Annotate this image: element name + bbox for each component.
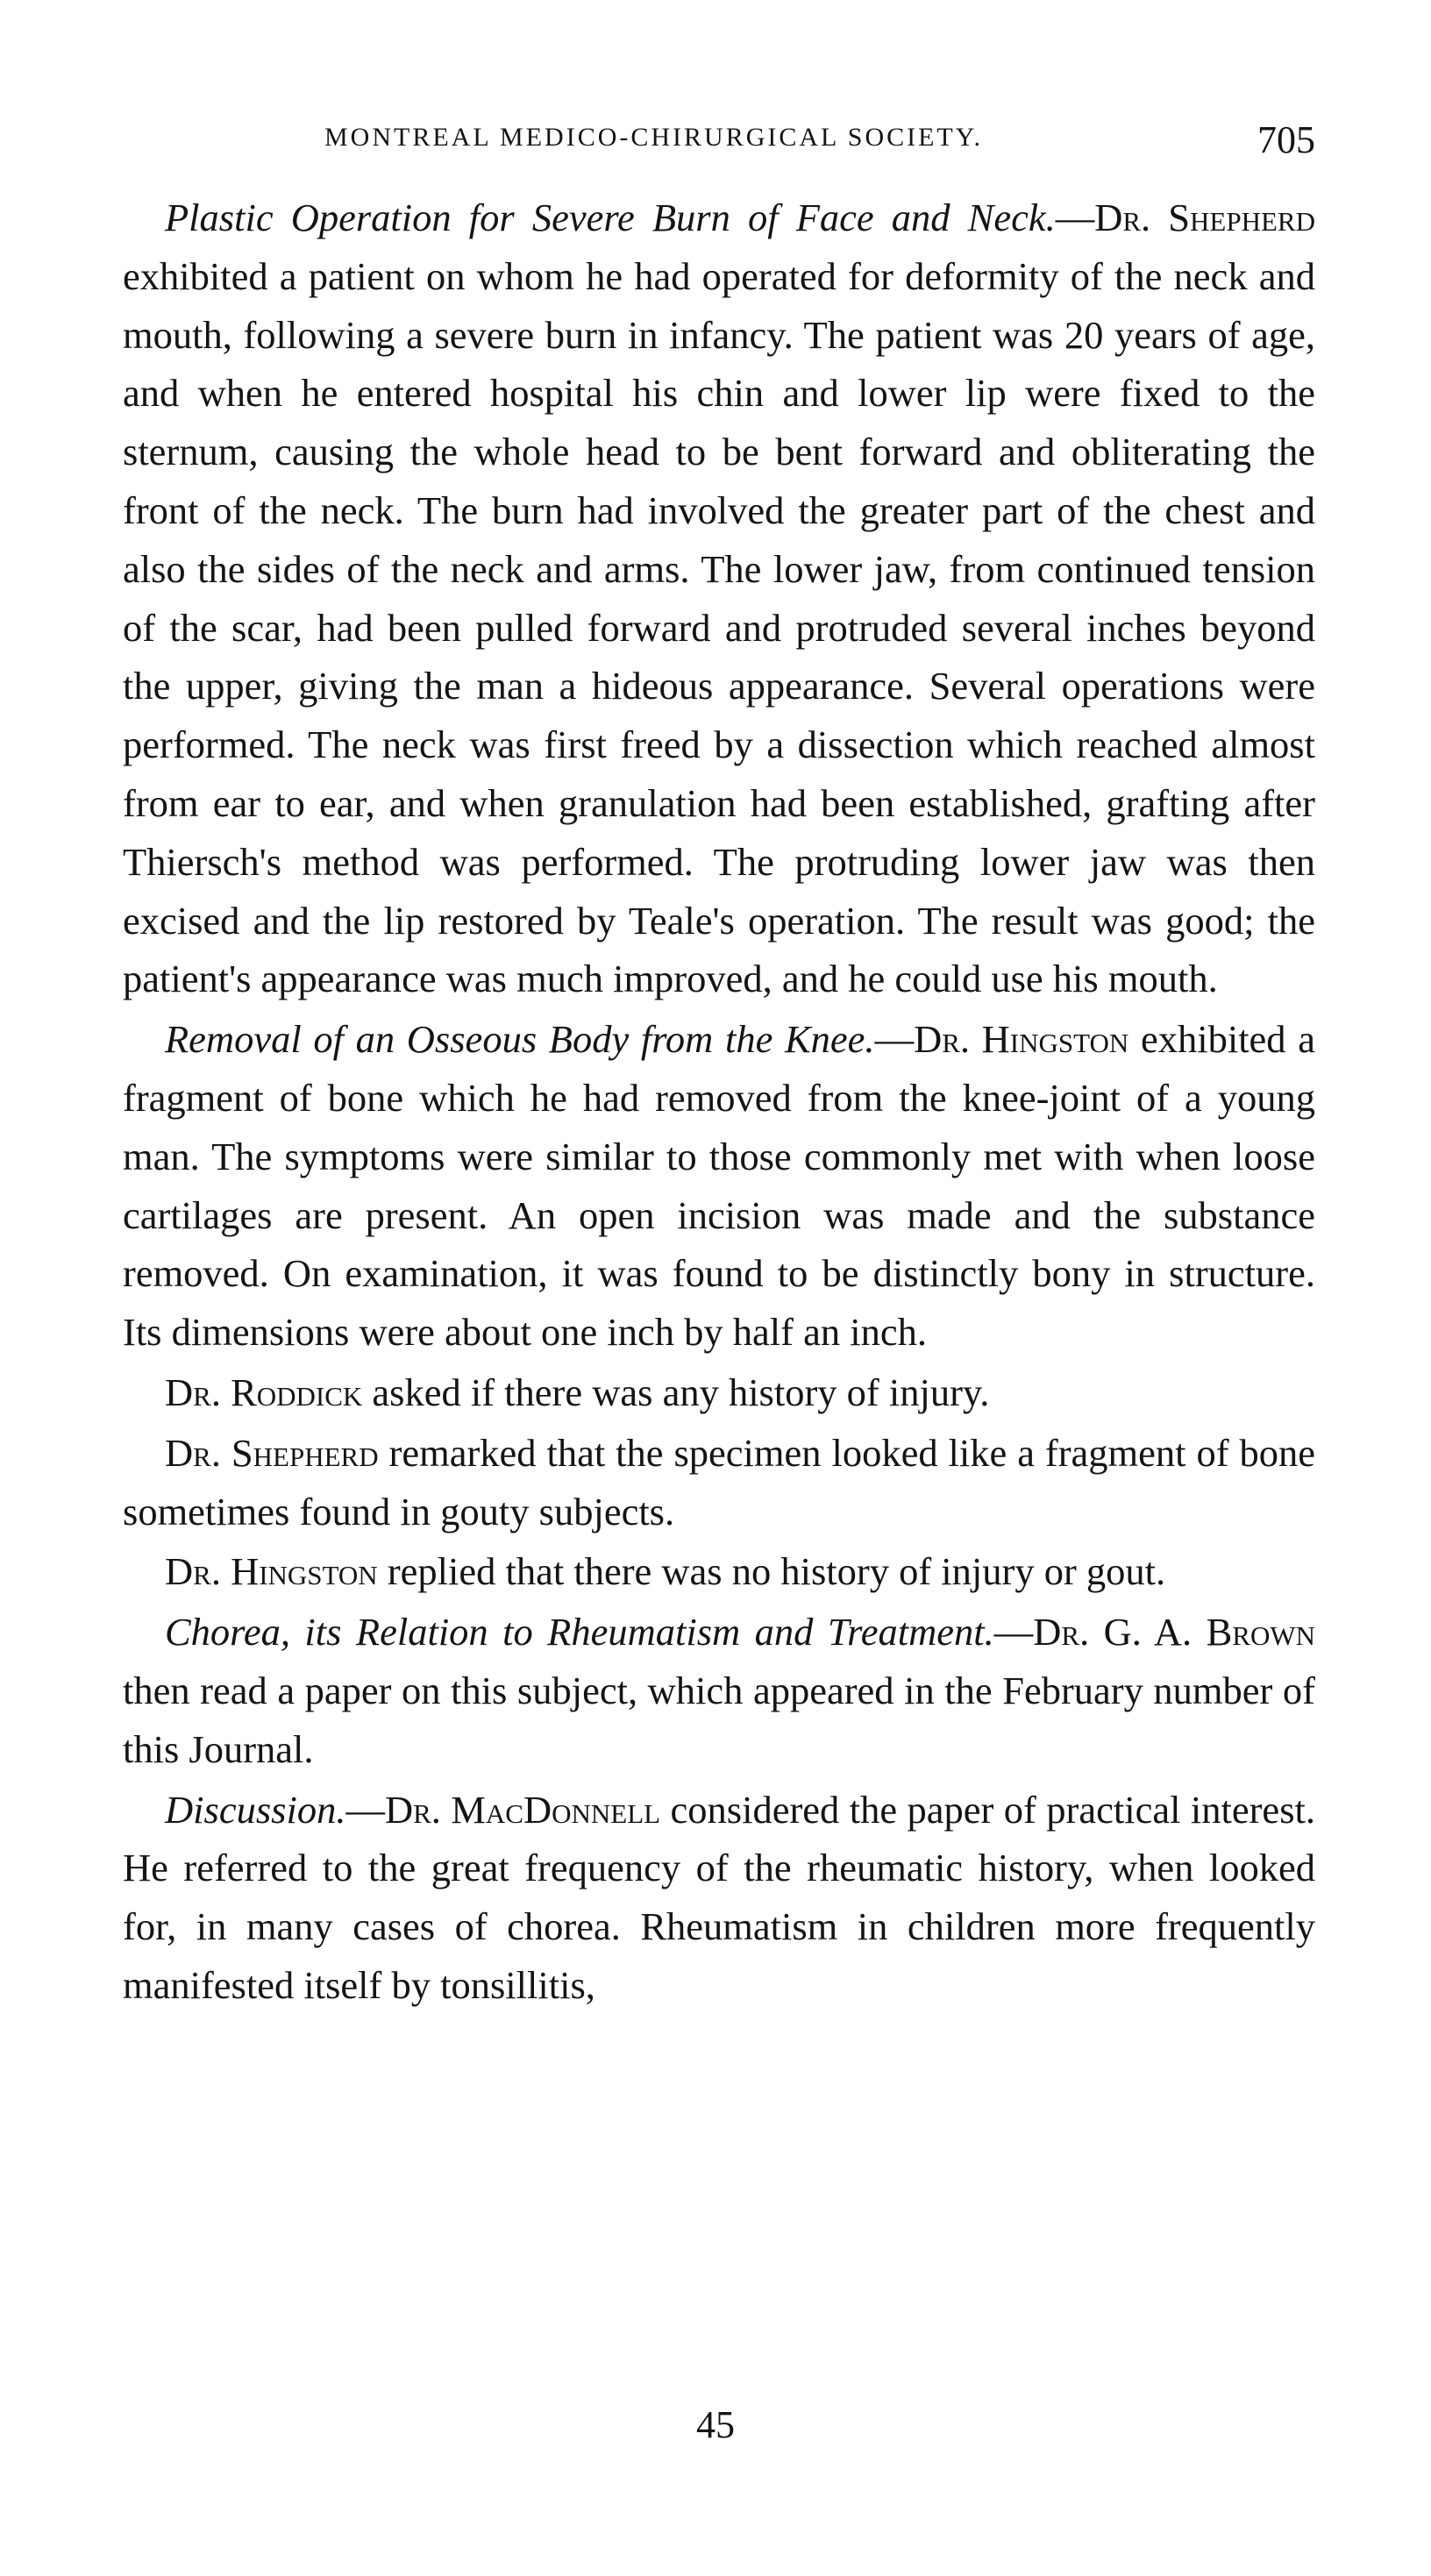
section-title: Plastic Operation for Severe Burn of Face and Neck. — [165, 196, 1056, 239]
paragraph-chorea — [123, 1603, 1315, 1778]
paragraph-discussion — [123, 1781, 1315, 2015]
title-dash: — — [993, 1610, 1034, 1654]
section-title: Removal of an Osseous Body from the Knee. — [165, 1017, 875, 1062]
section-title: Chorea, its Relation to Rheumatism and Treatment. — [165, 1610, 994, 1654]
paragraph-shepherd-remark — [123, 1424, 1315, 1541]
section-title: Discussion. — [165, 1787, 346, 1832]
paragraph-plastic-operation — [123, 189, 1315, 1008]
paragraph-osseous-body — [123, 1010, 1315, 1362]
paragraph-text: then read a paper on this subject, which appeared in the February number of this Journal. — [123, 1668, 1315, 1771]
title-dash: — — [345, 1787, 385, 1832]
page-header — [123, 118, 1315, 167]
paragraph-text: exhibited a fragment of bone which he had removed from the knee-joint of a young man. The symptoms were similar to those commonly met with when loose cartilages are present. An open incision was made and the substance removed. On examination, it was found to be distinctly bony in structure. Its dimensions were about one inch by half an inch. — [123, 1017, 1315, 1355]
title-dash: — — [1055, 196, 1095, 239]
paragraph-text: exhibited a patient on whom he had operated for deformity of the neck and mouth, following a severe burn in infancy. The patient was 20 years of age, and when he entered hospital his chin and lower lip were fixed to the sternum, causing the whole head to be bent forward and obliterating the front of the neck. The burn had involved the greater part of the chest and also the sides of the neck and arms. The lower jaw, from continued tension of the scar, had been pulled forward and protruded several inches beyond the upper, giving the man a hideous appearance. Several operations were performed. The neck was first freed by a dissection which reached almost from ear to ear, and when granulation had been established, grafting after Thiersch's method was performed. The protruding lower jaw was then excised and the lip restored by Teale's operation. The result was good; the patient's appearance was much improved, and he could use his mouth. — [123, 253, 1315, 1001]
paragraph-text: asked if there was any history of injury. — [362, 1370, 990, 1414]
speaker-name: Dr. Hingston — [914, 1017, 1129, 1062]
speaker-name: Dr. Shepherd — [1094, 196, 1315, 239]
title-dash: — — [874, 1017, 915, 1062]
speaker-name: Dr. G. A. Brown — [1033, 1610, 1315, 1654]
paragraph-text: replied that there was no history of injury or gout. — [377, 1549, 1166, 1594]
speaker-name: Dr. Hingston — [165, 1549, 378, 1594]
paragraph-text: remarked that the specimen looked like a fragment of bone sometimes found in gouty subjects. — [123, 1430, 1315, 1534]
paragraph-text: considered the paper of practical interest. He referred to the great frequency of the rheumatic history, when looked for, in many cases of chorea. Rheumatism in children more frequently manifested itself by tonsillitis, — [123, 1787, 1315, 2007]
speaker-name: Dr. Roddick — [165, 1370, 363, 1414]
running-head: MONTREAL MEDICO-CHIRURGICAL SOCIETY. — [324, 123, 984, 152]
page-number: 705 — [1257, 118, 1315, 161]
page-body — [123, 189, 1315, 2015]
signature-mark: 45 — [696, 2403, 735, 2446]
speaker-name: Dr. Shepherd — [165, 1430, 379, 1475]
paragraph-roddick — [123, 1363, 1315, 1422]
speaker-name: Dr. MacDonnell — [384, 1787, 661, 1832]
paragraph-hingston-reply — [123, 1542, 1315, 1601]
